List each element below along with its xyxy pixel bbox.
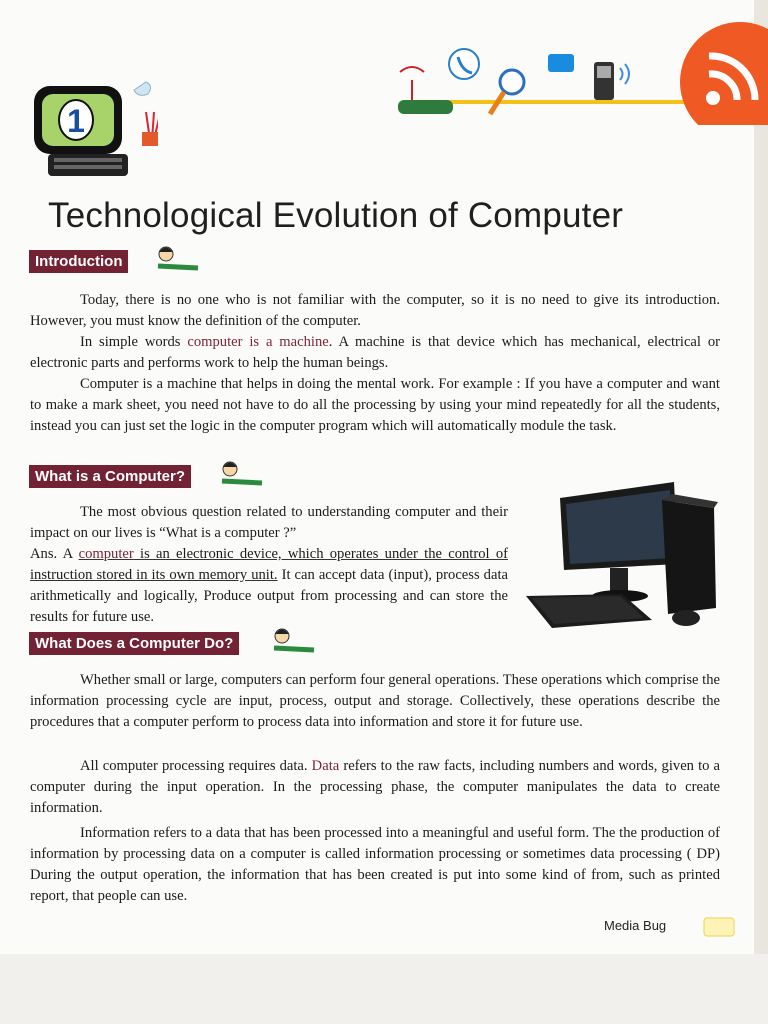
bird-icon (134, 82, 151, 95)
desktop-computer-icon (522, 478, 722, 638)
folder-icon (548, 54, 574, 72)
text-span: It can accept data (input), process data arithmetically and logically, Produce output from processing and can store the results for future use. (30, 567, 508, 625)
paragraph-what-does-2 (30, 756, 720, 819)
underlined-definition: is an electronic device, which operates under the control of instruction stored in its own memory unit. (30, 546, 508, 583)
text-span: In simple words (80, 334, 188, 350)
mascot-icon (264, 626, 324, 656)
wifi-router-icon (398, 100, 453, 114)
text-span: All computer processing requires data. (80, 758, 312, 774)
page-title: Technological Evolution of Computer (48, 196, 624, 235)
text-span: refers to the raw facts, including numbers and words, given to a computer during the input operation. In the processing phase, the computer manipulates the data to create information. (30, 758, 721, 816)
mascot-icon (212, 459, 272, 489)
page-bottom-shade (0, 954, 768, 1024)
answer-label: Ans. A (30, 546, 79, 562)
phone-icon (449, 49, 479, 79)
chapter-monitor-icon (28, 70, 158, 185)
page-edge (754, 0, 768, 1024)
chapter-number: 1 (67, 103, 85, 139)
text-span: . A machine is that device which has mechanical, electrical or electronic parts and performs work to help the human beings. (30, 334, 720, 371)
section-heading-what-is-a-computer: What is a Computer? (29, 465, 191, 488)
paragraph-what-is-1: The most obvious question related to understanding computer and their impact on our lives is “What is a computer ?” (30, 504, 508, 541)
publisher-badge-icon (702, 914, 738, 940)
highlight-computer: computer (78, 546, 134, 562)
publisher-footer: Media Bug (604, 918, 667, 933)
highlight-computer-is-a-machine: computer is a machine (187, 334, 329, 350)
paragraph-what-does-1: Whether small or large, computers can perform four general operations. These operations which comprise the information processing cycle are input, process, output and storage. Collectively, these operations describe the procedures that a computer perform to process data into information and store it for future use. (30, 672, 720, 730)
mascot-icon (148, 244, 208, 274)
paragraph-what-does-3: Information refers to a data that has been processed into a meaningful and useful form. The the production of information by processing data on a computer is called information processing or sometimes data processing ( DP) During the output operation, the information that has been created is put into some kind of from, such as printed report, that people can use. (30, 825, 720, 904)
highlight-data: Data (311, 758, 340, 774)
paragraph-what-is-answer (30, 544, 508, 628)
paragraph-intro-1: Today, there is no one who is not familiar with the computer, so it is no need to give its introduction. However, you must know the definition of the computer. (30, 292, 720, 329)
top-icon-strip (388, 42, 698, 127)
section-heading-what-does-a-computer-do: What Does a Computer Do? (29, 632, 239, 655)
paragraph-intro-2 (30, 332, 720, 374)
section-heading-introduction: Introduction (29, 250, 128, 273)
rss-icon (665, 20, 768, 125)
paragraph-intro-3: Computer is a machine that helps in doing the mental work. For example : If you have a computer and want to make a mark sheet, you need not have to do all the processing by using your mind repeatedly for all the students, instead you can just set the logic in the computer program which will automatically module the task. (30, 376, 720, 434)
magnifier-icon (500, 70, 524, 94)
